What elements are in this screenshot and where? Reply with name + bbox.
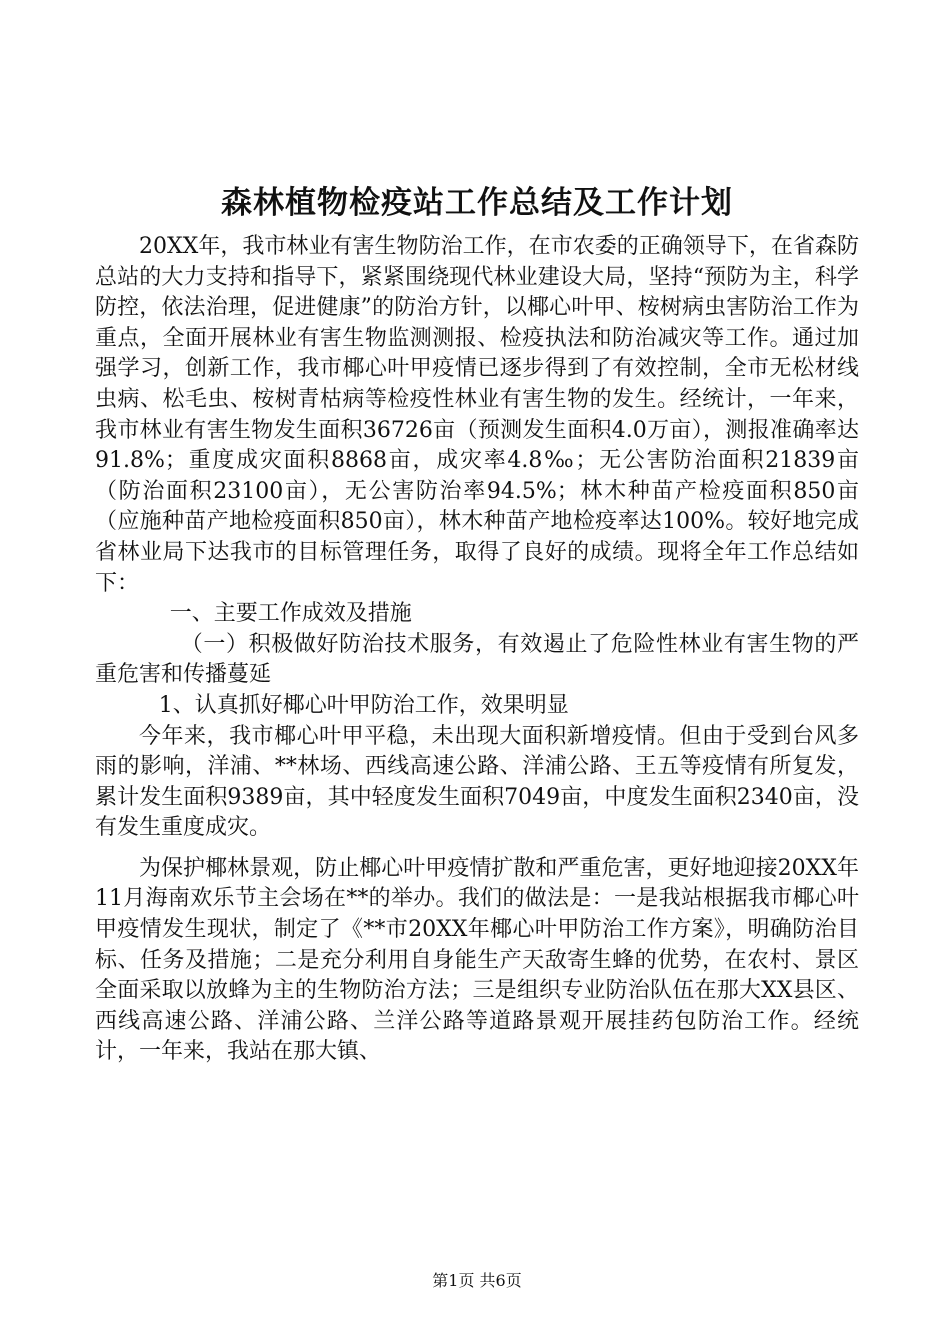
paragraph-status: 今年来，我市椰心叶甲平稳，未出现大面积新增疫情。但由于受到台风多雨的影响，洋浦、**林场、西线高速公路、洋浦公路、王五等疫情有所复发，累计发生面积9389亩，其中轻度发生面积7049亩，中度发生面积2340亩，没有发生重度成灾。 xyxy=(95,723,859,841)
item-heading: 1、认真抓好椰心叶甲防治工作，效果明显 xyxy=(158,692,569,718)
document-title: 森林植物检疫站工作总结及工作计划 xyxy=(221,185,733,221)
document-page xyxy=(95,0,859,1344)
subsection-heading: （一）积极做好防治技术服务，有效遏止了危险性林业有害生物的严重危害和传播蔓延 xyxy=(95,631,859,688)
document-body xyxy=(95,232,859,1068)
section-heading: 一、主要工作成效及措施 xyxy=(169,601,412,627)
paragraph-measures: 为保护椰林景观，防止椰心叶甲疫情扩散和严重危害，更好地迎接20XX年11月海南欢乐节主会场在**的举办。我们的做法是：一是我站根据我市椰心叶甲疫情发生现状，制定了《**市20XX年椰心叶甲防治工作方案》，明确防治目标、任务及措施；二是充分利用自身能生产天敌寄生蜂的优势，在农村、景区全面采取以放蜂为主的生物防治方法；三是组织专业防治队伍在那大XX县区、西线高速公路、洋浦公路、兰洋公路等道路景观开展挂药包防治工作。经统计，一年来，我站在那大镇、 xyxy=(95,855,859,1065)
paragraph-intro: 20XX年，我市林业有害生物防治工作，在市农委的正确领导下，在省森防总站的大力支持和指导下，紧紧围绕现代林业建设大局，坚持“预防为主，科学防控，依法治理，促进健康”的防治方针，以椰心叶甲、桉树病虫害防治工作为重点，全面开展林业有害生物监测测报、检疫执法和防治减灾等工作。通过加强学习，创新工作，我市椰心叶甲疫情已逐步得到了有效控制，全市无松材线虫病、松毛虫、桉树青枯病等检疫性林业有害生物的发生。经统计，一年来，我市林业有害生物发生面积36726亩（预测发生面积4.0万亩），测报准确率达91.8%；重度成灾面积8868亩，成灾率4.8‰；无公害防治面积21839亩（防治面积23100亩），无公害防治率94.5%；林木种苗产检疫面积850亩（应施种苗产地检疫面积850亩），林木种苗产地检疫率达100%。较好地完成省林业局下达我市的目标管理任务，取得了良好的成绩。现将全年工作总结如下： xyxy=(95,234,859,596)
page-number: 第1页 共6页 xyxy=(432,1271,522,1290)
